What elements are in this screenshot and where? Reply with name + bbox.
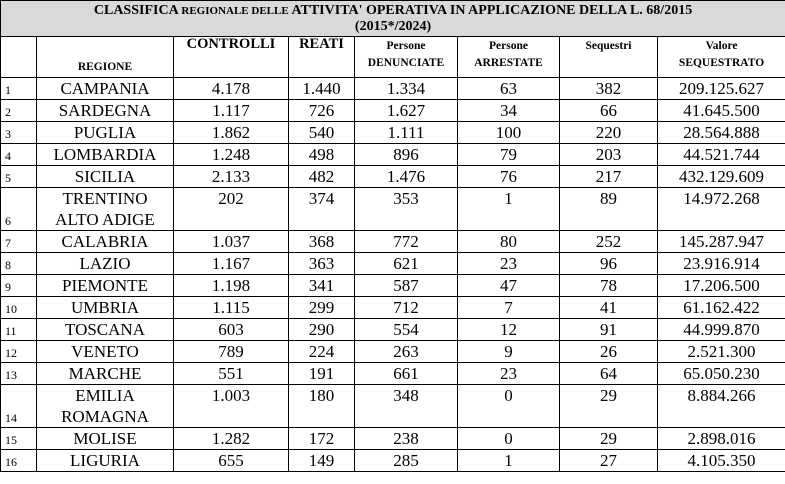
cell-persone-denunciate: 1.111 xyxy=(355,122,458,144)
cell-sequestri: 382 xyxy=(560,78,658,100)
cell-persone-arrestate: 0 xyxy=(458,428,560,450)
cell-persone-denunciate: 712 xyxy=(355,297,458,319)
cell-persone-denunciate: 285 xyxy=(355,450,458,472)
cell-reati: 363 xyxy=(289,253,355,275)
cell-rank: 16 xyxy=(1,450,37,472)
region-name-line1: EMILIA xyxy=(75,386,135,405)
cell-persone-arrestate: 23 xyxy=(458,363,560,385)
cell-persone-denunciate: 1.334 xyxy=(355,78,458,100)
cell-rank: 12 xyxy=(1,341,37,363)
header-persone-denunciate xyxy=(355,37,458,78)
cell-persone-denunciate: 554 xyxy=(355,319,458,341)
cell-sequestri: 64 xyxy=(560,363,658,385)
cell-controlli: 1.167 xyxy=(174,253,289,275)
region-name-line2: ROMAGNA xyxy=(61,407,149,426)
header-persone-denunciate-line1: Persone xyxy=(386,40,426,52)
cell-controlli: 1.862 xyxy=(174,122,289,144)
table-row xyxy=(1,78,785,100)
title-period: (2015*/2024) xyxy=(354,19,432,34)
cell-persone-arrestate: 79 xyxy=(458,144,560,166)
cell-valore-sequestrato: 28.564.888 xyxy=(658,122,785,144)
cell-controlli: 202 xyxy=(174,188,289,231)
cell-persone-denunciate: 353 xyxy=(355,188,458,231)
cell-valore-sequestrato: 432.129.609 xyxy=(658,166,785,188)
cell-reati: 172 xyxy=(289,428,355,450)
cell-persone-denunciate: 263 xyxy=(355,341,458,363)
cell-rank: 1 xyxy=(1,78,37,100)
cell-regione: PUGLIA xyxy=(37,122,174,144)
cell-rank: 7 xyxy=(1,231,37,253)
cell-regione: VENETO xyxy=(37,341,174,363)
cell-sequestri: 41 xyxy=(560,297,658,319)
cell-rank: 13 xyxy=(1,363,37,385)
title-part-3: ATTIVITA' OPERATIVA IN APPLICAZIONE DELLA L. 68/2015 xyxy=(291,3,693,18)
table-row xyxy=(1,319,785,341)
header-persone-denunciate-line2: DENUNCIATE xyxy=(367,57,445,69)
cell-valore-sequestrato: 4.105.350 xyxy=(658,450,785,472)
cell-persone-arrestate: 12 xyxy=(458,319,560,341)
cell-sequestri: 217 xyxy=(560,166,658,188)
cell-rank: 2 xyxy=(1,100,37,122)
cell-rank: 9 xyxy=(1,275,37,297)
cell-persone-arrestate: 9 xyxy=(458,341,560,363)
region-name-line1: TRENTINO xyxy=(62,189,148,208)
region-name-line2: ALTO ADIGE xyxy=(55,210,155,229)
header-controlli: CONTROLLI xyxy=(174,37,289,78)
header-valore-sequestrato xyxy=(658,37,785,78)
cell-regione: TOSCANA xyxy=(37,319,174,341)
cell-reati: 482 xyxy=(289,166,355,188)
header-reati: REATI xyxy=(289,37,355,78)
cell-valore-sequestrato: 61.162.422 xyxy=(658,297,785,319)
cell-reati: 180 xyxy=(289,385,355,428)
table-row xyxy=(1,122,785,144)
table-row xyxy=(1,166,785,188)
cell-reati: 341 xyxy=(289,275,355,297)
cell-persone-arrestate: 80 xyxy=(458,231,560,253)
cell-persone-arrestate: 34 xyxy=(458,100,560,122)
cell-valore-sequestrato: 8.884.266 xyxy=(658,385,785,428)
cell-rank: 8 xyxy=(1,253,37,275)
cell-regione: MOLISE xyxy=(37,428,174,450)
cell-sequestri: 89 xyxy=(560,188,658,231)
cell-rank: 10 xyxy=(1,297,37,319)
cell-valore-sequestrato: 23.916.914 xyxy=(658,253,785,275)
cell-rank: 15 xyxy=(1,428,37,450)
cell-sequestri: 203 xyxy=(560,144,658,166)
table-row xyxy=(1,450,785,472)
cell-persone-arrestate: 7 xyxy=(458,297,560,319)
cell-sequestri: 66 xyxy=(560,100,658,122)
cell-regione: PIEMONTE xyxy=(37,275,174,297)
cell-reati: 498 xyxy=(289,144,355,166)
cell-valore-sequestrato: 41.645.500 xyxy=(658,100,785,122)
cell-sequestri: 27 xyxy=(560,450,658,472)
cell-sequestri: 252 xyxy=(560,231,658,253)
cell-reati: 299 xyxy=(289,297,355,319)
cell-controlli: 603 xyxy=(174,319,289,341)
cell-rank: 11 xyxy=(1,319,37,341)
cell-persone-denunciate: 348 xyxy=(355,385,458,428)
header-sequestri: Sequestri xyxy=(560,37,658,78)
cell-controlli: 4.178 xyxy=(174,78,289,100)
cell-persone-arrestate: 1 xyxy=(458,188,560,231)
table-row xyxy=(1,231,785,253)
cell-persone-arrestate: 47 xyxy=(458,275,560,297)
header-persone-arrestate-line2: ARRESTATE xyxy=(474,57,543,69)
cell-persone-denunciate: 772 xyxy=(355,231,458,253)
cell-regione: MARCHE xyxy=(37,363,174,385)
cell-valore-sequestrato: 145.287.947 xyxy=(658,231,785,253)
cell-sequestri: 26 xyxy=(560,341,658,363)
title-part-2: REGIONALE DELLE xyxy=(181,5,292,17)
cell-sequestri: 29 xyxy=(560,428,658,450)
cell-rank: 14 xyxy=(1,385,37,428)
cell-regione xyxy=(37,188,174,231)
cell-reati: 540 xyxy=(289,122,355,144)
cell-reati: 149 xyxy=(289,450,355,472)
table-row xyxy=(1,428,785,450)
cell-sequestri: 29 xyxy=(560,385,658,428)
cell-rank: 4 xyxy=(1,144,37,166)
cell-regione: SARDEGNA xyxy=(37,100,174,122)
table-row xyxy=(1,385,785,428)
cell-regione: CALABRIA xyxy=(37,231,174,253)
cell-rank: 5 xyxy=(1,166,37,188)
cell-reati: 368 xyxy=(289,231,355,253)
cell-controlli: 789 xyxy=(174,341,289,363)
cell-regione xyxy=(37,385,174,428)
cell-reati: 726 xyxy=(289,100,355,122)
cell-valore-sequestrato: 2.898.016 xyxy=(658,428,785,450)
header-valore-line2: SEQUESTRATO xyxy=(678,57,765,69)
table-title xyxy=(1,1,785,37)
cell-controlli: 1.003 xyxy=(174,385,289,428)
cell-persone-denunciate: 896 xyxy=(355,144,458,166)
cell-reati: 1.440 xyxy=(289,78,355,100)
cell-controlli: 551 xyxy=(174,363,289,385)
cell-sequestri: 78 xyxy=(560,275,658,297)
title-part-1: CLASSIFICA xyxy=(93,3,182,18)
cell-persone-denunciate: 587 xyxy=(355,275,458,297)
cell-persone-denunciate: 661 xyxy=(355,363,458,385)
cell-sequestri: 91 xyxy=(560,319,658,341)
cell-valore-sequestrato: 65.050.230 xyxy=(658,363,785,385)
table-body xyxy=(1,78,785,472)
cell-controlli: 1.117 xyxy=(174,100,289,122)
cell-controlli: 655 xyxy=(174,450,289,472)
cell-controlli: 1.115 xyxy=(174,297,289,319)
cell-regione: UMBRIA xyxy=(37,297,174,319)
cell-persone-arrestate: 76 xyxy=(458,166,560,188)
cell-controlli: 1.037 xyxy=(174,231,289,253)
table-row xyxy=(1,363,785,385)
cell-reati: 290 xyxy=(289,319,355,341)
cell-controlli: 2.133 xyxy=(174,166,289,188)
table-row xyxy=(1,341,785,363)
cell-persone-arrestate: 63 xyxy=(458,78,560,100)
cell-regione: LOMBARDIA xyxy=(37,144,174,166)
cell-valore-sequestrato: 44.521.744 xyxy=(658,144,785,166)
cell-controlli: 1.248 xyxy=(174,144,289,166)
table-row xyxy=(1,144,785,166)
cell-persone-denunciate: 1.476 xyxy=(355,166,458,188)
cell-reati: 191 xyxy=(289,363,355,385)
cell-persone-denunciate: 1.627 xyxy=(355,100,458,122)
cell-persone-denunciate: 238 xyxy=(355,428,458,450)
cell-valore-sequestrato: 44.999.870 xyxy=(658,319,785,341)
cell-regione: LIGURIA xyxy=(37,450,174,472)
cell-persone-arrestate: 0 xyxy=(458,385,560,428)
table-row xyxy=(1,275,785,297)
cell-regione: LAZIO xyxy=(37,253,174,275)
cell-valore-sequestrato: 14.972.268 xyxy=(658,188,785,231)
cell-valore-sequestrato: 17.206.500 xyxy=(658,275,785,297)
cell-sequestri: 220 xyxy=(560,122,658,144)
table-row xyxy=(1,100,785,122)
cell-rank: 3 xyxy=(1,122,37,144)
cell-valore-sequestrato: 209.125.627 xyxy=(658,78,785,100)
cell-regione: CAMPANIA xyxy=(37,78,174,100)
cell-controlli: 1.282 xyxy=(174,428,289,450)
cell-rank: 6 xyxy=(1,188,37,231)
cell-reati: 224 xyxy=(289,341,355,363)
table-row xyxy=(1,253,785,275)
cell-sequestri: 96 xyxy=(560,253,658,275)
header-persone-arrestate-line1: Persone xyxy=(489,40,528,52)
cell-persone-arrestate: 100 xyxy=(458,122,560,144)
cell-controlli: 1.198 xyxy=(174,275,289,297)
cell-regione: SICILIA xyxy=(37,166,174,188)
header-persone-arrestate xyxy=(458,37,560,78)
header-rank xyxy=(1,37,37,78)
table-row xyxy=(1,188,785,231)
cell-valore-sequestrato: 2.521.300 xyxy=(658,341,785,363)
cell-persone-denunciate: 621 xyxy=(355,253,458,275)
cell-persone-arrestate: 1 xyxy=(458,450,560,472)
cell-persone-arrestate: 23 xyxy=(458,253,560,275)
header-region: REGIONE xyxy=(37,37,174,78)
table-row xyxy=(1,297,785,319)
header-valore-line1: Valore xyxy=(705,40,738,52)
cell-reati: 374 xyxy=(289,188,355,231)
